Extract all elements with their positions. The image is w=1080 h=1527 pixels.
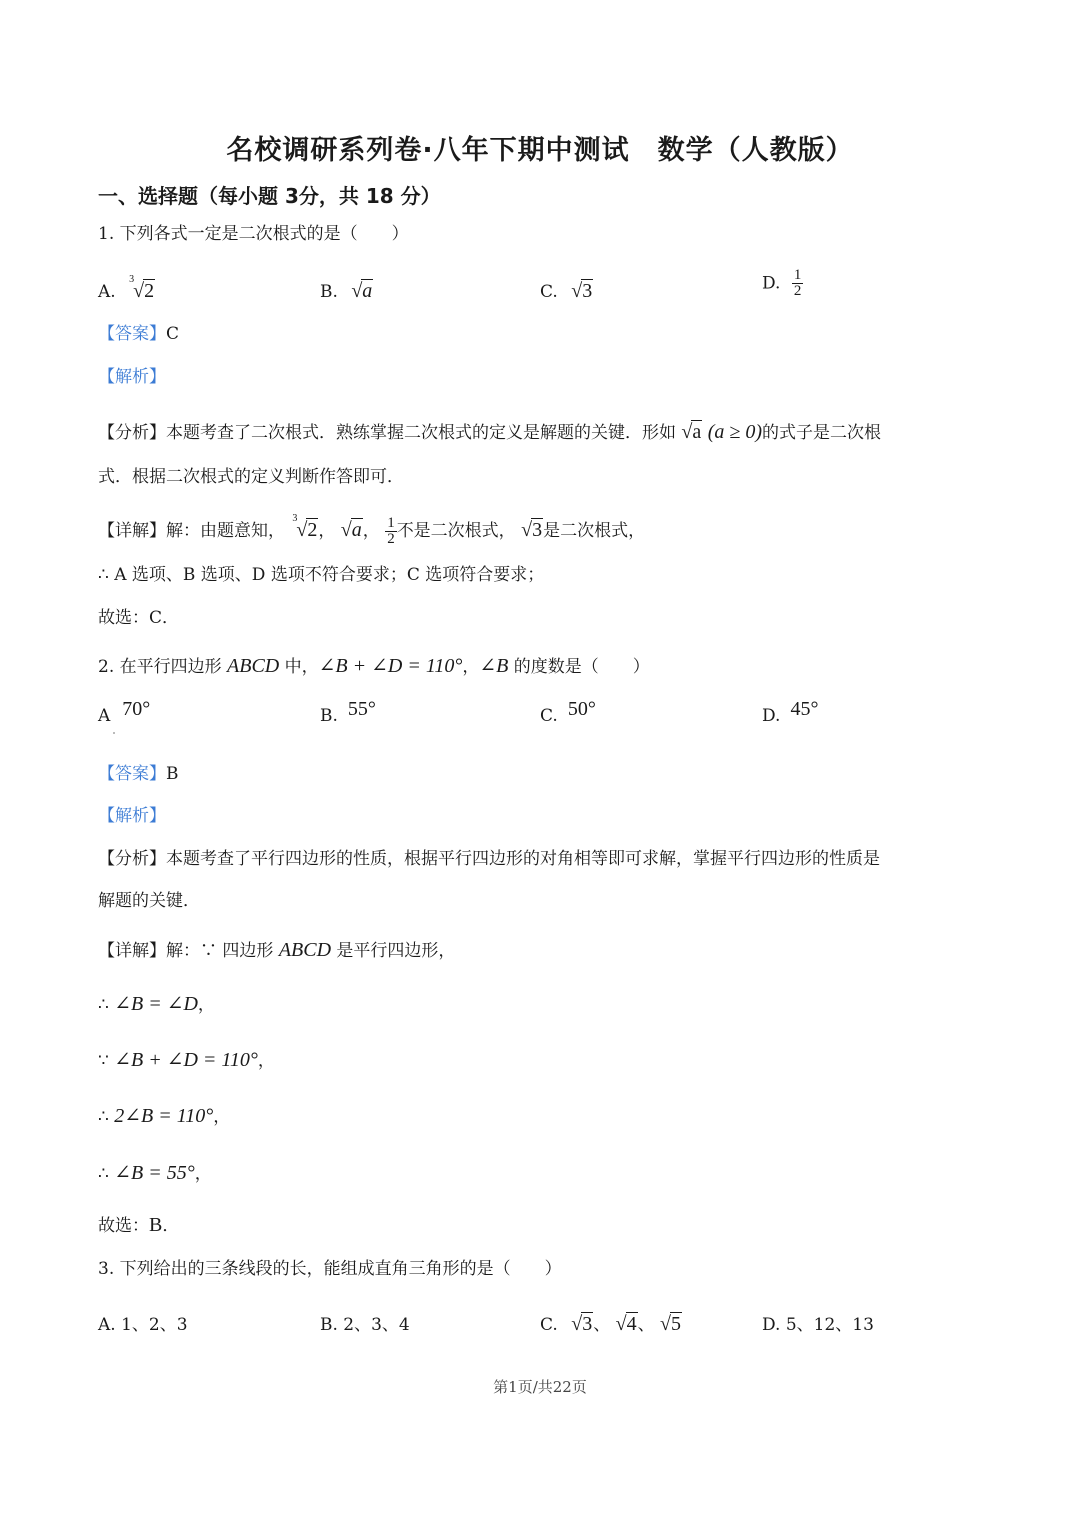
q1-xiangjie-root-3-body: 3 (532, 519, 543, 541)
q2-option-b (320, 698, 376, 727)
q1-option-a-label: A. (98, 282, 116, 302)
q2-choose-a: 故选： (98, 1216, 149, 1236)
q1-answer-value: C (166, 324, 180, 344)
q2-step-2 (98, 1046, 275, 1072)
q1-xiangjie-sep2: ， (362, 521, 380, 541)
q1-fenxi-line2: 式．根据二次根式的定义判断作答即可． (98, 467, 404, 487)
q2-fenxi-line1 (98, 844, 880, 869)
q2-answer-value: B (166, 764, 179, 784)
q2-step-2-end: ， (257, 1051, 275, 1071)
q1-xiangjie-root-3: √3 (521, 519, 543, 541)
q2-option-c (540, 698, 596, 727)
q2-option-a-label: A (98, 706, 111, 726)
q1-option-d-fraction (792, 268, 804, 299)
q2-stem-abcd: ABCD (227, 655, 280, 677)
q2-step-1 (98, 990, 215, 1016)
q3-option-c-root-2-body: 4 (626, 1313, 637, 1335)
q2-step-3-end: ， (213, 1107, 231, 1127)
q1-option-b-label: B. (320, 282, 338, 302)
q1-answer (98, 319, 179, 344)
q2-stem (98, 652, 650, 678)
q1-option-b (320, 280, 373, 303)
q2-stem-angle: ∠B (479, 655, 509, 677)
q2-choose (98, 1211, 179, 1237)
q1-option-b-expr: √a (351, 280, 373, 302)
q1-xiangjie-cuberoot: 3 √2 (292, 513, 318, 541)
q3-option-c-root-1: √3 (571, 1313, 593, 1335)
q2-option-c-label: C. (540, 706, 558, 726)
q1-analysis-tag: 【解析】 (98, 367, 166, 387)
q3-option-b: B. 2、3、4 (320, 1315, 410, 1335)
q1-fenxi-radical: √a (681, 421, 702, 443)
q2-analysis-tag: 【解析】 (98, 806, 166, 826)
q2-step-3-expr: 2∠B = 110° (114, 1105, 214, 1127)
q2-xiangjie-text-b: 是平行四边形， (331, 941, 456, 961)
q1-option-d-label: D. (762, 273, 781, 294)
q1-option-d-denominator: 2 (793, 283, 802, 299)
q1-option-c-body: 3 (582, 280, 593, 302)
section-heading: 一、选择题（每小题 3分，共 18 分） (98, 184, 441, 208)
q2-option-a (98, 698, 151, 727)
q1-xiangjie-cuberoot-index: 3 (292, 513, 298, 524)
q1-answer-tag: 【答案】 (98, 324, 166, 344)
q3-option-c-root-1-body: 3 (582, 1313, 593, 1335)
q1-fenxi-text-b: 的式子是二次根 (761, 423, 881, 443)
q2-step-1-symbol: ∴ (98, 995, 109, 1015)
q1-option-a-body: 2 (144, 280, 155, 302)
q2-step-1-end: ， (197, 995, 215, 1015)
q3-option-c-label: C. (540, 1315, 558, 1335)
q2-choose-c: ． (162, 1216, 180, 1236)
q2-stem-equation: ∠B + ∠D = 110° (318, 655, 463, 677)
q3-option-c-sep-2: 、 (637, 1315, 655, 1335)
q2-option-d-label: D. (762, 706, 781, 726)
q2-stem-c: ， (462, 657, 480, 677)
q1-choose: 故选：C． (98, 608, 180, 628)
q2-fenxi-text-a: 本题考查了平行四边形的性质，根据平行四边形的对角相等即可求解，掌握平行四边形的性质是 (166, 849, 880, 869)
q1-option-a-index: 3 (129, 274, 135, 285)
q1-xiangjie-root-a-body: a (351, 519, 362, 541)
q1-option-c-expr: √3 (571, 280, 593, 302)
page-footer: 第1页/共22页 (493, 1378, 587, 1396)
q3-stem: 3. 下列给出的三条线段的长，能组成直角三角形的是（ ） (98, 1259, 562, 1279)
q1-xiangjie-fraction (385, 516, 397, 547)
q1-fenxi-tag: 【分析】 (98, 423, 166, 443)
q1-xiangjie-root-a: √a (340, 519, 362, 541)
q2-stem-d: 的度数是（ ） (508, 657, 650, 677)
page-title: 名校调研系列卷·八年下期中测试 数学（人教版） (226, 135, 854, 166)
q3-option-c-sep-1: 、 (593, 1315, 611, 1335)
q1-xiangjie-line1 (98, 513, 646, 547)
q2-xiangjie-tag: 【详解】 (98, 941, 166, 961)
q1-xiangjie-cuberoot-body: 2 (307, 519, 318, 541)
q2-step-2-expr: ∠B + ∠D = 110° (114, 1049, 258, 1071)
q2-step-3 (98, 1102, 230, 1128)
q1-conclusion: ∴ A 选项、B 选项、D 选项不符合要求；C 选项符合要求； (98, 565, 545, 585)
q3-option-c-root-3: √5 (660, 1313, 681, 1335)
q3-option-c (540, 1310, 682, 1336)
q1-fenxi-line1 (98, 418, 881, 444)
q3-option-c-root-3-body: 5 (670, 1313, 681, 1335)
q1-xiangjie-mid: 不是二次根式， (396, 521, 516, 541)
q2-option-d (762, 698, 819, 727)
q2-fenxi-tag: 【分析】 (98, 849, 166, 869)
q1-option-a (98, 274, 155, 303)
q2-option-b-label: B. (320, 706, 338, 726)
scan-speck (113, 732, 115, 734)
q2-stem-b: 中， (279, 657, 319, 677)
q2-answer (98, 759, 179, 784)
q2-step-1-expr: ∠B = ∠D (114, 993, 198, 1015)
q1-xiangjie-fraction-den: 2 (387, 531, 395, 547)
q1-option-a-expr: 3 √2 (129, 274, 155, 302)
q1-option-c (540, 280, 593, 303)
q2-option-b-value: 55° (347, 698, 376, 720)
q2-option-d-value: 45° (790, 698, 819, 720)
q2-step-3-symbol: ∴ (98, 1107, 109, 1127)
q2-xiangjie-abcd: ABCD (278, 939, 332, 961)
q2-answer-tag: 【答案】 (98, 764, 166, 784)
q2-step-4-symbol: ∴ (98, 1164, 109, 1184)
q2-option-a-value: 70° (122, 698, 151, 720)
q2-choose-b: B (149, 1214, 163, 1236)
q1-xiangjie-tag: 【详解】 (98, 521, 166, 541)
q1-fenxi-condition: (a ≥ 0) (707, 421, 762, 443)
q1-xiangjie-fraction-num: 1 (387, 515, 395, 531)
q2-xiangjie-text-a: 解：∵ 四边形 (166, 941, 279, 961)
q3-option-c-root-2: √4 (615, 1313, 637, 1335)
q2-step-2-symbol: ∵ (98, 1051, 109, 1071)
q2-fenxi-line2: 解题的关键． (98, 891, 200, 911)
q1-fenxi-radical-body: a (692, 421, 702, 443)
q2-step-4-end: ， (194, 1164, 212, 1184)
q1-option-c-label: C. (540, 282, 558, 302)
q1-option-d (762, 268, 803, 299)
q1-xiangjie-end: 是二次根式， (543, 521, 646, 541)
q1-xiangjie-text: 解：由题意知， (166, 521, 285, 541)
q1-xiangjie-sep1: ， (318, 521, 336, 541)
q1-option-b-body: a (362, 280, 373, 302)
q1-stem: 1. 下列各式一定是二次根式的是（ ） (98, 224, 409, 244)
q1-fenxi-text-a: 本题考查了二次根式．熟练掌握二次根式的定义是解题的关键．形如 (166, 423, 676, 443)
q2-step-4 (98, 1159, 212, 1185)
q2-xiangjie-line1 (98, 936, 455, 962)
q2-option-c-value: 50° (567, 698, 596, 720)
q2-stem-a: 2. 在平行四边形 (98, 657, 228, 677)
q3-option-d: D. 5、12、13 (762, 1315, 874, 1335)
q3-option-a: A. 1、2、3 (98, 1315, 188, 1335)
q1-option-d-numerator: 1 (793, 267, 802, 283)
q2-step-4-expr: ∠B = 55° (114, 1162, 195, 1184)
